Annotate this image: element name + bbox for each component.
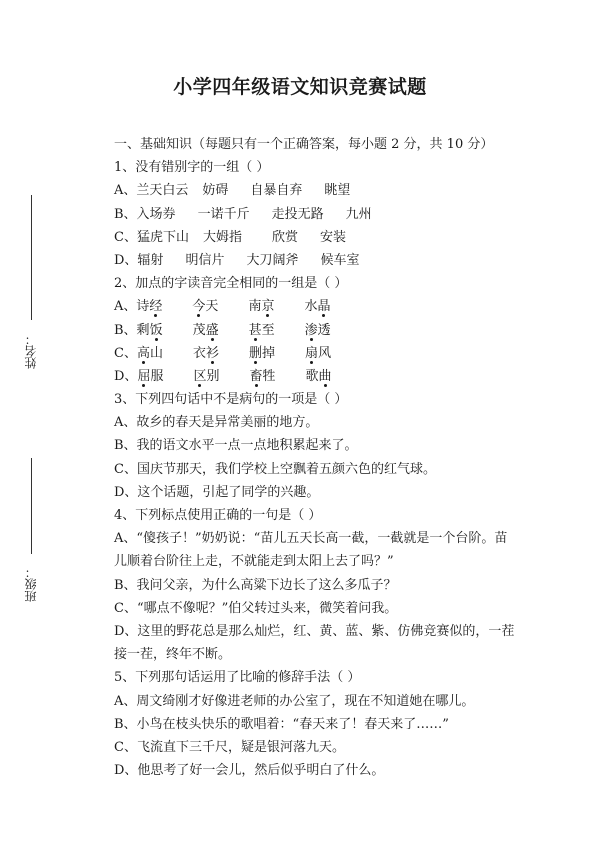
- q2-d-c5: 畜: [249, 368, 263, 384]
- q1-a-w2: 妨碍: [202, 183, 229, 199]
- q2-b-c8: 透: [317, 322, 331, 338]
- page-title: 小学四年级语文知识竞赛试题: [173, 76, 427, 98]
- class-underline: [31, 458, 32, 554]
- q2-b-c1: B、剩: [114, 322, 150, 338]
- q1-option-b: [114, 203, 554, 226]
- q3-option-d: D、这个话题，引起了同学的兴趣。: [114, 484, 320, 500]
- q2-a-c3: 今: [192, 299, 206, 315]
- q1-option-d: [114, 249, 554, 272]
- q4-option-b: B、我问父亲，为什么高粱下边长了这么多瓜子？: [114, 577, 397, 593]
- q2-a-c7: 水: [304, 299, 318, 315]
- q2-c-c6: 掉: [262, 345, 276, 361]
- q1-c-w1: C、猛虎下山: [114, 229, 189, 245]
- q4-option-d-line1: D、这里的野花总是那么灿烂，红、黄、蓝、紫、仿佛竞赛似的，一茬: [114, 623, 515, 639]
- q5-option-a: A、周文绮刚才好像进老师的办公室了，现在不知道她在哪儿。: [114, 693, 475, 709]
- q5-option-b: B、小鸟在枝头快乐的歌唱着：“春天来了！春天来了……”: [114, 716, 449, 732]
- q2-c-c5: 删: [249, 345, 263, 361]
- q1-c-w2: 大姆指: [202, 229, 242, 245]
- q1-b-w1: B、入场券: [114, 206, 176, 222]
- q2-c-c8: 风: [318, 345, 332, 361]
- q2-option-b: [114, 319, 554, 342]
- q2-d-c6: 牲: [262, 368, 276, 384]
- q5-option-d: D、他思考了好一会儿，然后似乎明白了什么。: [114, 763, 385, 779]
- name-underline: [31, 195, 32, 320]
- q2-d-c4: 别: [206, 368, 220, 384]
- q3-option-b: B、我的语文水平一点一点地积累起来了。: [114, 438, 358, 454]
- q4-option-a-line2: 儿顺着台阶往上走，不就能走到太阳上去了吗？”: [114, 554, 394, 570]
- name-label: 姓名：: [24, 333, 38, 369]
- class-label: 班级：: [24, 566, 38, 602]
- q2-c-c1: 高: [136, 345, 150, 361]
- q4-option-a-line1: A、“傻孩子！”奶奶说：“苗儿五天长高一截，一截就是一个台阶。苗: [114, 531, 508, 547]
- q2-c-c2: 山: [149, 345, 163, 361]
- q1-b-w2: 一诺千斤: [197, 206, 250, 222]
- q1-option-c: [114, 226, 554, 249]
- q2-d-c8: 曲: [318, 368, 332, 384]
- q2-d-c2: 服: [150, 368, 164, 384]
- q2-a-c2: 经: [149, 299, 163, 315]
- q2-b-c5: 甚: [248, 322, 262, 338]
- question-5-stem: 5、下列那句话运用了比喻的修辞手法（ ）: [114, 670, 361, 686]
- q4-option-c: C、“哪点不像呢？”伯父转过头来，微笑着问我。: [114, 600, 398, 616]
- q1-d-w4: 候车室: [320, 252, 360, 268]
- q1-option-a: [114, 179, 554, 202]
- q2-b-c6: 至: [261, 322, 275, 338]
- question-3-stem: 3、下列四句话中不是病句的一项是（ ）: [114, 392, 348, 408]
- q2-option-c: [114, 342, 554, 365]
- class-field[interactable]: [20, 458, 44, 608]
- q2-option-a: [114, 295, 554, 318]
- question-2-stem: 2、加点的字读音完全相同的一组是（ ）: [114, 276, 348, 292]
- q3-option-a: A、故乡的春天是异常美丽的地方。: [114, 415, 319, 431]
- q1-c-w4: 安装: [319, 229, 346, 245]
- q2-b-c7: 渗: [304, 322, 318, 338]
- question-4-stem: 4、下列标点使用正确的一句是（ ）: [114, 508, 322, 523]
- q1-d-w1: D、辐射: [114, 252, 164, 268]
- name-field[interactable]: [20, 195, 44, 375]
- q4-option-d-line2: 接一茬，终年不断。: [114, 647, 232, 663]
- q1-d-w3: 大刀阔斧: [246, 252, 299, 268]
- question-1-stem: 1、没有错别字的一组（ ）: [114, 160, 270, 176]
- q2-d-c1: 屈: [137, 368, 151, 384]
- q1-b-w3: 走投无路: [271, 206, 324, 222]
- q2-a-c5: 南: [248, 299, 262, 315]
- q2-b-c4: 盛: [205, 322, 219, 338]
- q2-c-c0: C、: [114, 345, 137, 361]
- q2-d-c3: 区: [193, 368, 207, 384]
- q2-b-c2: 饭: [149, 322, 163, 338]
- q1-b-w4: 九州: [345, 206, 372, 222]
- q2-c-c3: 衣: [192, 345, 206, 361]
- q2-a-c1: A、诗: [114, 299, 150, 315]
- q5-option-c: C、飞流直下三千尺，疑是银河落九天。: [114, 739, 345, 755]
- q1-c-w3: 欣赏: [271, 229, 298, 245]
- q3-option-c: C、国庆节那天，我们学校上空飘着五颜六色的红气球。: [114, 461, 436, 477]
- q1-a-w1: A、兰天白云: [114, 183, 189, 199]
- section-heading: 一、基础知识（每题只有一个正确答案，每小题 2 分，共 10 分）: [114, 137, 494, 152]
- q2-a-c6: 京: [261, 299, 275, 315]
- q1-a-w3: 自暴自弃: [250, 183, 303, 199]
- q2-d-c0: D、: [114, 368, 138, 384]
- q2-a-c8: 晶: [317, 299, 331, 315]
- q2-c-c7: 扇: [305, 345, 319, 361]
- exam-content: [114, 133, 554, 782]
- q2-option-d: [114, 365, 554, 388]
- q2-d-c7: 歌: [305, 368, 319, 384]
- q1-a-w4: 眺望: [324, 183, 351, 199]
- q2-a-c4: 天: [205, 299, 219, 315]
- q2-c-c4: 衫: [206, 345, 220, 361]
- q2-b-c3: 茂: [192, 322, 206, 338]
- q1-d-w2: 明信片: [185, 252, 225, 268]
